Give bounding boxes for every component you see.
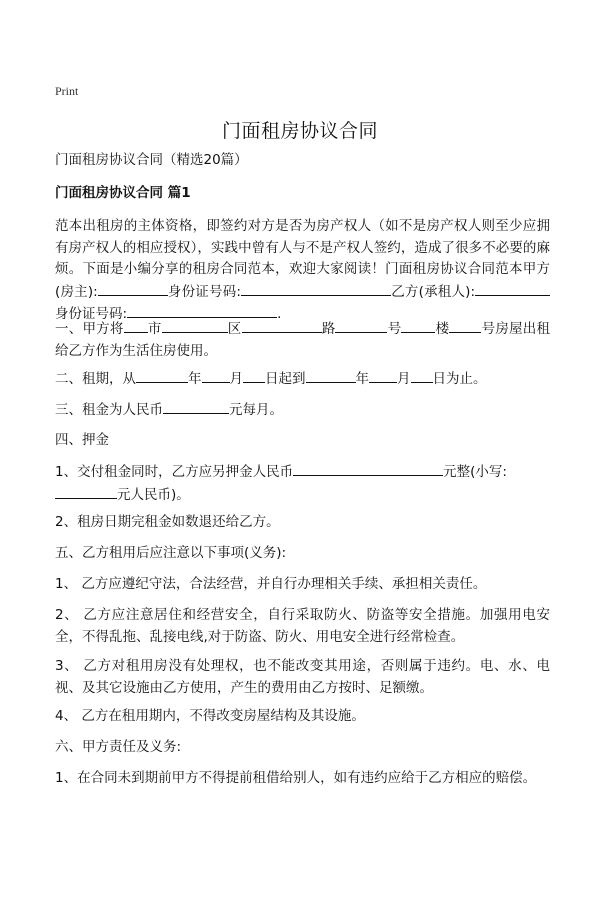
document-title: 门面租房协议合同 — [221, 120, 378, 142]
blank-room — [449, 318, 481, 333]
blank-landlord-name — [98, 281, 168, 296]
blank-start-day — [243, 368, 265, 383]
blank-rent-amount — [163, 399, 229, 414]
clause-3-text: 三、租金为人民币 — [55, 402, 163, 418]
section-heading: 门面租房协议合同 篇1 — [55, 185, 191, 201]
clause-2-end-month-label: 月 — [397, 371, 411, 387]
intro-id-label-b: 身份证号码: — [55, 306, 128, 322]
clause-5-heading: 五、乙方租用后应注意以下事项(义务): — [55, 545, 287, 561]
blank-end-day — [411, 368, 433, 383]
clause-2-year-label: 年 — [188, 371, 202, 387]
intro-id-label: 身份证号码: — [167, 283, 241, 300]
blank-city — [124, 318, 148, 333]
duty-item-1: 1、 乙方应遵纪守法，合法经营，并自行办理相关手续、承担相关责任。 — [55, 576, 487, 592]
blank-deposit-amount — [293, 461, 443, 476]
deposit-item-1-end-text: 元人民币)。 — [117, 486, 190, 503]
clause-1-district-label: 区 — [227, 321, 242, 337]
blank-building — [401, 318, 435, 333]
blank-end-year — [306, 368, 356, 383]
deposit-item-2: 2、租房日期完租金如数退还给乙方。 — [55, 514, 280, 530]
clause-2-end-text: 日为止。 — [432, 371, 487, 387]
duty-item-4: 4、 乙方在租用期内，不得改变房屋结构及其设施。 — [55, 708, 365, 724]
duty-item-3: 3、 乙方对租用房没有处理权，也不能改变其用途，否则属于违约。电、水、电视、及其它设施由乙方使用，产生的费用由乙方按时、足额缴。 — [55, 658, 550, 696]
clause-1-building-label: 楼 — [435, 321, 450, 337]
blank-district — [162, 318, 228, 333]
intro-text: 范本出租房的主体资格，即签约对方是否为房产权人（如不是房产权人则至少应拥有房产权人的相应授权），实践中曾有人与不是产权人签约，造成了很多不必要的麻烦。下面是小编分享的租房合同范本，欢迎大家阅读！门面租房协议合同范本甲方(房主): — [55, 218, 550, 300]
intro-party-b: 乙方(承租人): — [390, 283, 475, 300]
clause-1-end-text: 号房屋出租给乙方作为生活住房使用。 — [55, 321, 551, 359]
clause-1-city-label: 市 — [147, 321, 162, 337]
blank-landlord-id — [241, 281, 391, 296]
clause-2 — [55, 368, 550, 391]
clause-2-month-label: 月 — [229, 371, 243, 387]
document-subtitle: 门面租房协议合同（精选20篇） — [55, 152, 248, 168]
clause-2-end-year-label: 年 — [355, 371, 369, 387]
landlord-item-1: 1、在合同未到期前甲方不得提前租借给别人，如有违约应给于乙方相应的赔偿。 — [55, 770, 537, 786]
blank-number — [335, 318, 387, 333]
clause-2-from-label: 日起到 — [265, 371, 306, 387]
clause-4-heading: 四、押金 — [55, 432, 109, 448]
deposit-item-1-text: 1、交付租金同时，乙方应另押金人民币 — [55, 464, 294, 480]
deposit-item-1-words-label: 元整(小写: — [443, 464, 507, 480]
print-label[interactable]: Print — [55, 84, 79, 98]
clause-1-number-label: 号 — [387, 321, 402, 337]
blank-road — [242, 318, 322, 333]
blank-start-year — [136, 368, 188, 383]
intro-paragraph — [55, 216, 550, 326]
blank-deposit-figures — [55, 484, 117, 499]
clause-2-text: 二、租期，从 — [55, 371, 136, 387]
clause-3-end-text: 元每月。 — [229, 402, 283, 418]
blank-tenant-name — [475, 281, 550, 296]
clause-1-text: 一、甲方将 — [55, 321, 124, 337]
clause-1-road-label: 路 — [321, 321, 336, 337]
deposit-item-1 — [55, 461, 550, 506]
blank-start-month — [202, 368, 230, 383]
duty-item-2: 2、 乙方应注意居住和经营安全，自行采取防火、防盗等安全措施。加强用电安全，不得乱拖、乱接电线,对于防盗、防火、用电安全进行经常检查。 — [55, 607, 550, 645]
clause-6-heading: 六、甲方责任及义务: — [55, 739, 182, 755]
blank-tenant-id — [127, 303, 277, 318]
blank-end-month — [369, 368, 397, 383]
clause-3 — [55, 399, 550, 422]
clause-1 — [55, 318, 550, 362]
intro-end: . — [277, 306, 282, 322]
